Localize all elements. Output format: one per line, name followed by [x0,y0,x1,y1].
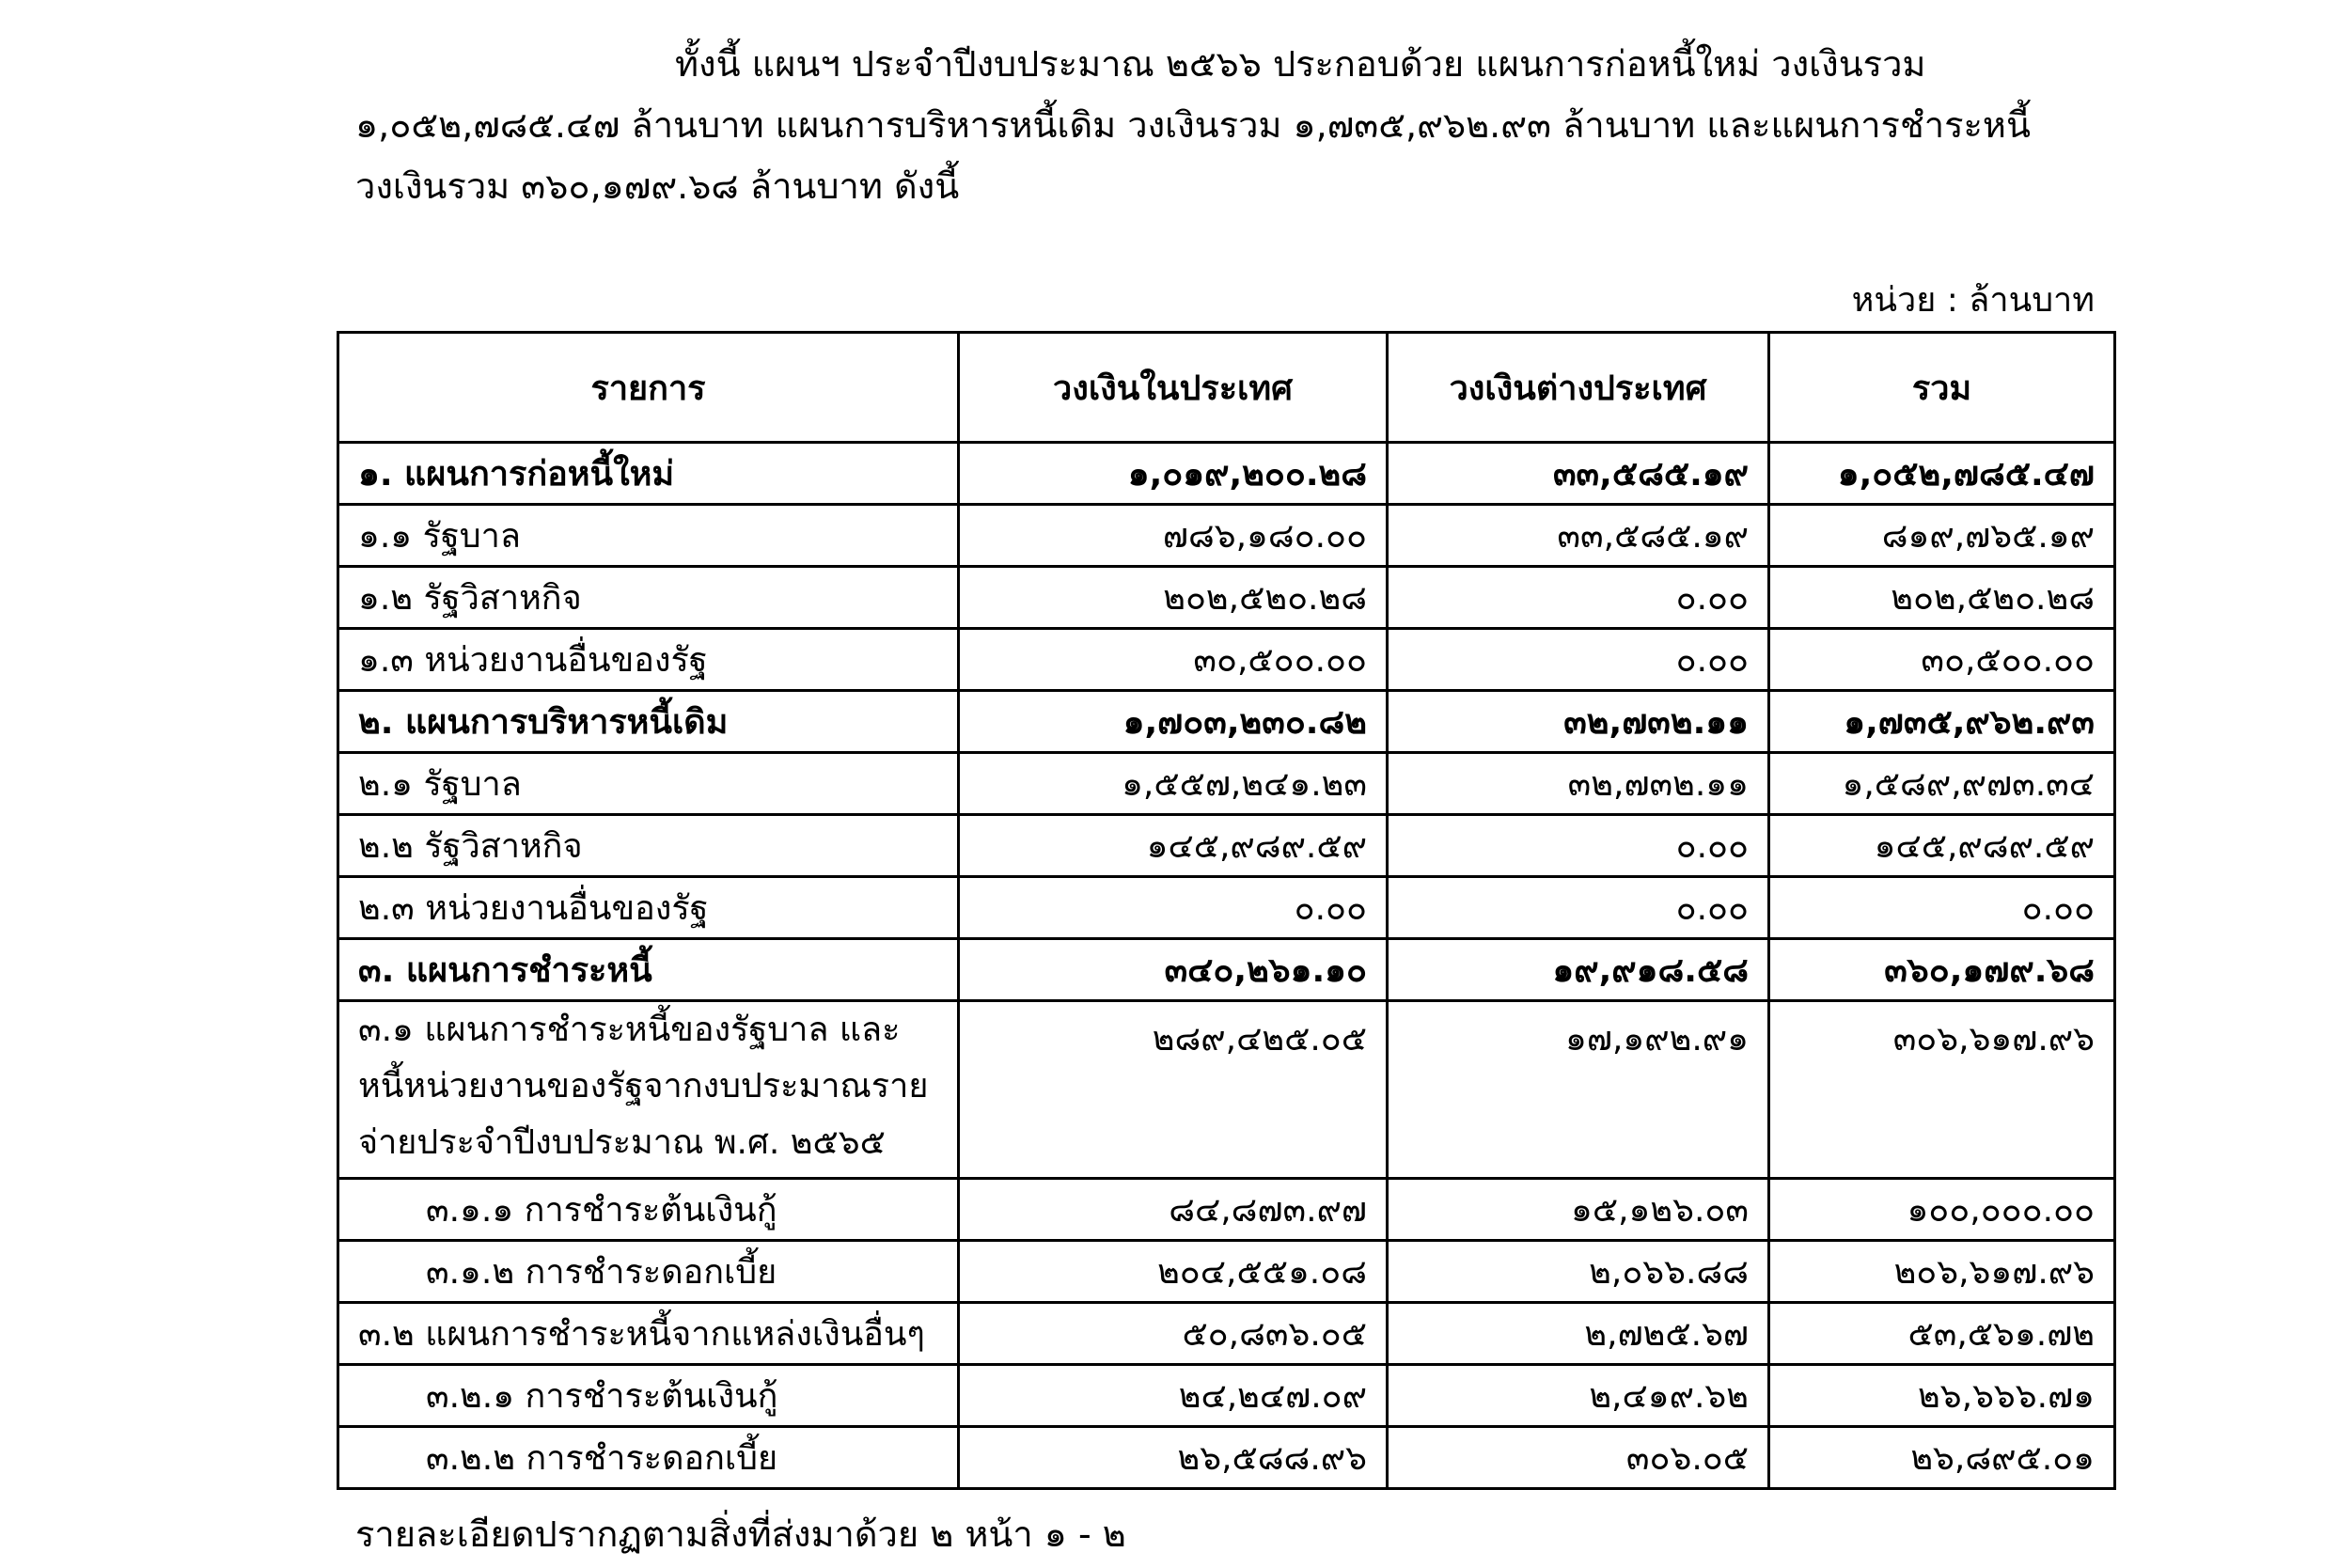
row-label: ๑.๒ รัฐวิสาหกิจ [338,567,959,629]
table-row [338,1427,2115,1489]
row-domestic: ๓๔๐,๒๖๑.๑๐ [959,939,1388,1001]
row-domestic: ๑๔๕,๙๘๙.๕๙ [959,815,1388,877]
header-foreign: วงเงินต่างประเทศ [1388,333,1769,443]
row-domestic: ๒๘๙,๔๒๕.๐๕ [959,1001,1388,1179]
row-domestic: ๒๖,๕๘๘.๙๖ [959,1427,1388,1489]
row-label: ๒.๒ รัฐวิสาหกิจ [338,815,959,877]
row-foreign: ๐.๐๐ [1388,815,1769,877]
row-label: ๓.๒ แผนการชำระหนี้จากแหล่งเงินอื่นๆ [338,1303,959,1365]
row-total: ๓๐,๕๐๐.๐๐ [1769,629,2115,691]
row-total: ๑๐๐,๐๐๐.๐๐ [1769,1179,2115,1241]
table-header-row [338,333,2115,443]
row-total: ๑,๕๘๙,๙๗๓.๓๔ [1769,753,2115,815]
row-label: ๓.๒.๒ การชำระดอกเบี้ย [338,1427,959,1489]
row-label: ๑. แผนการก่อหนี้ใหม่ [338,443,959,505]
table-row [338,691,2115,753]
table-row [338,1241,2115,1303]
intro-line-2: ๑,๐๕๒,๗๘๕.๔๗ ล้านบาท แผนการบริหารหนี้เดิม วงเงินรวม ๑,๗๓๕,๙๖๒.๙๓ ล้านบาท และแผนการชำระหนี้ [355,104,2031,146]
row-foreign: ๑๙,๙๑๘.๕๘ [1388,939,1769,1001]
row-foreign: ๑๗,๑๙๒.๙๑ [1388,1001,1769,1179]
row-total: ๑,๗๓๕,๙๖๒.๙๓ [1769,691,2115,753]
row-domestic: ๘๔,๘๗๓.๙๗ [959,1179,1388,1241]
row-total: ๑,๐๕๒,๗๘๕.๔๗ [1769,443,2115,505]
table-row [338,629,2115,691]
table-row [338,877,2115,939]
row-foreign: ๒,๔๑๙.๖๒ [1388,1365,1769,1427]
row-foreign: ๓๐๖.๐๕ [1388,1427,1769,1489]
table-row [338,1365,2115,1427]
row-domestic: ๒๐๔,๕๕๑.๐๘ [959,1241,1388,1303]
row-label: ๓.๒.๑ การชำระต้นเงินกู้ [338,1365,959,1427]
row-total: ๘๑๙,๗๖๕.๑๙ [1769,505,2115,567]
unit-label: หน่วย : ล้านบาท [1851,281,2095,320]
row-foreign: ๓๒,๗๓๒.๑๑ [1388,753,1769,815]
row-label: ๓.๑.๒ การชำระดอกเบี้ย [338,1241,959,1303]
footer-note: รายละเอียดปรากฏตามสิ่งที่ส่งมาด้วย ๒ หน้า ๑ - ๒ [355,1513,1126,1555]
row-foreign: ๓๓,๕๘๕.๑๙ [1388,443,1769,505]
header-item: รายการ [338,333,959,443]
row-domestic: ๒๔,๒๔๗.๐๙ [959,1365,1388,1427]
row-total: ๒๐๒,๕๒๐.๒๘ [1769,567,2115,629]
row-total: ๓๖๐,๑๗๙.๖๘ [1769,939,2115,1001]
row-total: ๑๔๕,๙๘๙.๕๙ [1769,815,2115,877]
row-domestic: ๑,๗๐๓,๒๓๐.๘๒ [959,691,1388,753]
table-row [338,815,2115,877]
row-domestic: ๐.๐๐ [959,877,1388,939]
row-foreign: ๓๓,๕๘๕.๑๙ [1388,505,1769,567]
row-domestic: ๑,๐๑๙,๒๐๐.๒๘ [959,443,1388,505]
row-foreign: ๐.๐๐ [1388,567,1769,629]
row-label: ๒.๓ หน่วยงานอื่นของรัฐ [338,877,959,939]
row-label: ๓.๑.๑ การชำระต้นเงินกู้ [338,1179,959,1241]
intro-line-3: วงเงินรวม ๓๖๐,๑๗๙.๖๘ ล้านบาท ดังนี้ [355,165,960,207]
row-total: ๒๖,๘๙๕.๐๑ [1769,1427,2115,1489]
row-label: ๑.๑ รัฐบาล [338,505,959,567]
row-label: ๓. แผนการชำระหนี้ [338,939,959,1001]
row-foreign: ๐.๐๐ [1388,877,1769,939]
row-label: ๒.๑ รัฐบาล [338,753,959,815]
row-label: ๒. แผนการบริหารหนี้เดิม [338,691,959,753]
row-domestic: ๓๐,๕๐๐.๐๐ [959,629,1388,691]
table-row [338,505,2115,567]
row-foreign: ๐.๐๐ [1388,629,1769,691]
table-row [338,443,2115,505]
debt-plan-table [337,331,2116,1490]
row-foreign: ๓๒,๗๓๒.๑๑ [1388,691,1769,753]
row-foreign: ๒,๗๒๕.๖๗ [1388,1303,1769,1365]
table-row [338,1303,2115,1365]
row-total: ๒๐๖,๖๑๗.๙๖ [1769,1241,2115,1303]
row-domestic: ๒๐๒,๕๒๐.๒๘ [959,567,1388,629]
row-total: ๒๖,๖๖๖.๗๑ [1769,1365,2115,1427]
table-row [338,1179,2115,1241]
intro-paragraph [355,34,2095,217]
table-row [338,753,2115,815]
table-row [338,567,2115,629]
row-total: ๓๐๖,๖๑๗.๙๖ [1769,1001,2115,1179]
row-domestic: ๕๐,๘๓๖.๐๕ [959,1303,1388,1365]
header-total: รวม [1769,333,2115,443]
header-domestic: วงเงินในประเทศ [959,333,1388,443]
row-domestic: ๑,๕๕๗,๒๔๑.๒๓ [959,753,1388,815]
table-row [338,1001,2115,1179]
row-foreign: ๒,๐๖๖.๘๘ [1388,1241,1769,1303]
row-label: ๑.๓ หน่วยงานอื่นของรัฐ [338,629,959,691]
row-foreign: ๑๕,๑๒๖.๐๓ [1388,1179,1769,1241]
row-domestic: ๗๘๖,๑๘๐.๐๐ [959,505,1388,567]
row-total: ๐.๐๐ [1769,877,2115,939]
row-total: ๕๓,๕๖๑.๗๒ [1769,1303,2115,1365]
intro-line-1: ทั้งนี้ แผนฯ ประจำปีงบประมาณ ๒๕๖๖ ประกอบด้วย แผนการก่อหนี้ใหม่ วงเงินรวม [675,43,1926,85]
row-label: ๓.๑ แผนการชำระหนี้ของรัฐบาล และหนี้หน่วยงานของรัฐจากงบประมาณรายจ่ายประจำปีงบประมาณ พ.ศ. ๒๕๖๕ [338,1001,959,1179]
table-row [338,939,2115,1001]
